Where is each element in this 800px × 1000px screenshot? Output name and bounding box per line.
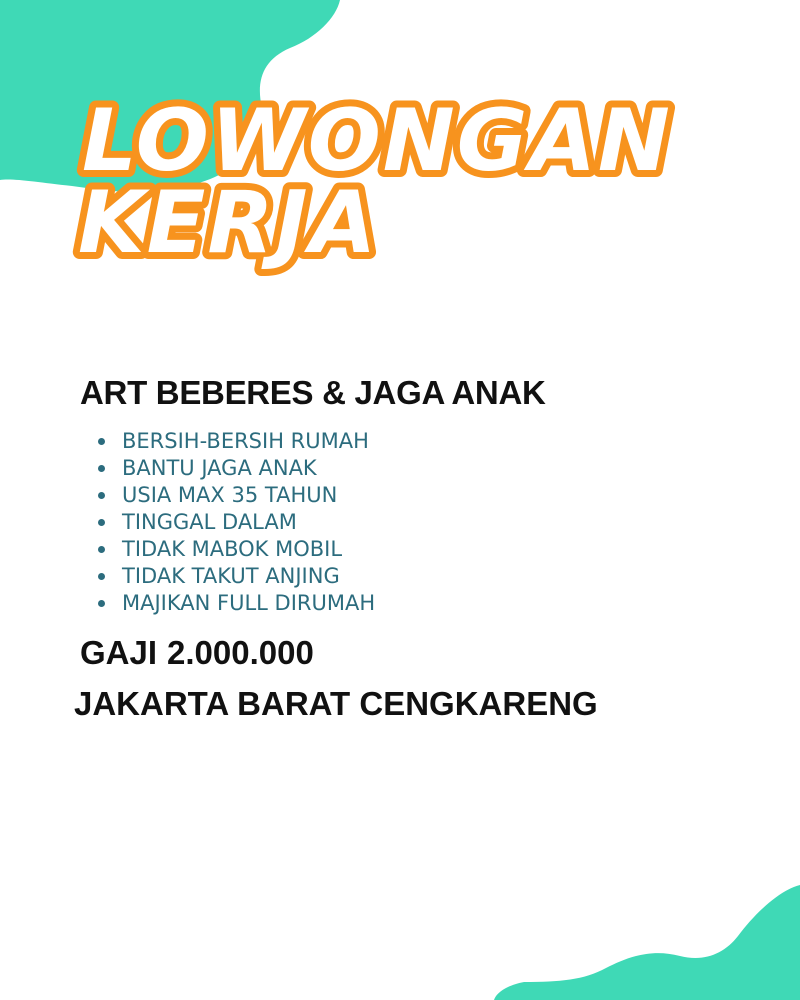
bottom-right-teal-wave — [494, 885, 800, 1000]
bullet-icon — [98, 465, 105, 472]
requirement-text: BANTU JAGA ANAK — [122, 456, 317, 480]
requirement-text: MAJIKAN FULL DIRUMAH — [122, 591, 376, 615]
bullet-icon — [98, 438, 105, 445]
job-location: JAKARTA BARAT CENGKARENG — [74, 685, 598, 722]
list-item — [98, 482, 375, 509]
list-item — [98, 455, 375, 482]
requirement-text: TIDAK MABOK MOBIL — [122, 537, 343, 561]
list-item — [98, 428, 375, 455]
job-title: ART BEBERES & JAGA ANAK — [80, 374, 546, 411]
requirement-text: TINGGAL DALAM — [122, 510, 297, 534]
headline — [0, 0, 800, 300]
bullet-icon — [98, 573, 105, 580]
list-item — [98, 509, 375, 536]
list-item — [98, 536, 375, 563]
bullet-icon — [98, 492, 105, 499]
salary-label: GAJI — [80, 634, 158, 671]
salary-amount: 2.000.000 — [167, 634, 314, 671]
requirement-text: BERSIH-BERSIH RUMAH — [122, 429, 369, 453]
list-item — [98, 563, 375, 590]
list-item — [98, 590, 375, 617]
headline-line-1: LOWONGAN — [82, 91, 672, 191]
requirement-text: TIDAK TAKUT ANJING — [122, 564, 340, 588]
salary — [80, 634, 314, 672]
requirement-text: USIA MAX 35 TAHUN — [122, 483, 338, 507]
bullet-icon — [98, 546, 105, 553]
bullet-icon — [98, 519, 105, 526]
bullet-icon — [98, 600, 105, 607]
headline-line-2: KERJA — [78, 173, 379, 273]
requirements-list — [98, 428, 375, 617]
